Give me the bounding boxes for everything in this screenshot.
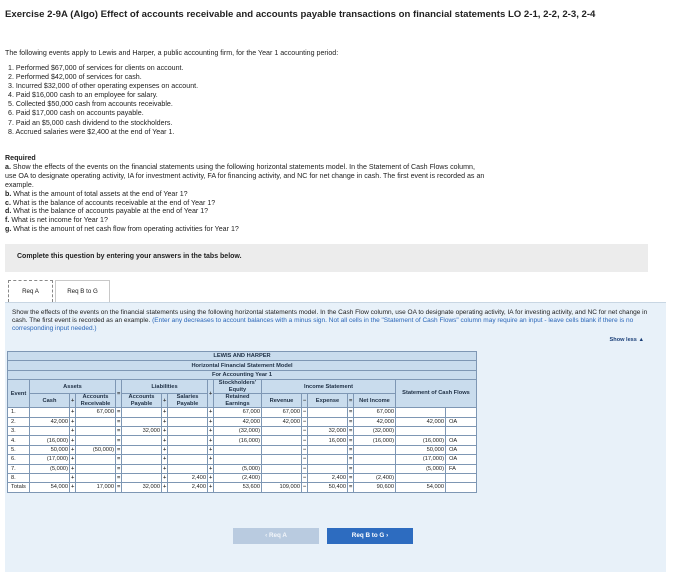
minus-sign: − bbox=[303, 446, 307, 453]
req-f-text: What is net income for Year 1? bbox=[11, 216, 108, 225]
equals-sign: = bbox=[117, 437, 121, 444]
cashflow-type-cell[interactable] bbox=[446, 473, 477, 482]
exp-cell[interactable] bbox=[308, 445, 348, 454]
plus-sign: + bbox=[209, 446, 213, 453]
equals-sign: = bbox=[117, 484, 121, 491]
plus-sign: + bbox=[163, 456, 167, 463]
cashflow-cell[interactable]: (17,000) bbox=[396, 455, 446, 464]
exp-cell[interactable] bbox=[308, 464, 348, 473]
exp-cell[interactable] bbox=[308, 408, 348, 417]
equals-sign: = bbox=[349, 428, 353, 435]
cash-cell[interactable]: 54,000 bbox=[30, 483, 70, 492]
plus-sign: + bbox=[71, 484, 75, 491]
plus-sign: + bbox=[209, 409, 213, 416]
req-b-text: What is the amount of total assets at the end of Year 1? bbox=[13, 189, 188, 198]
ni-cell[interactable]: (2,400) bbox=[354, 473, 396, 482]
req-c-text: What is the balance of accounts receivable at the end of Year 1? bbox=[12, 198, 216, 207]
equals-sign: = bbox=[348, 394, 354, 408]
horizontal-model-table bbox=[7, 351, 477, 493]
exp-cell[interactable] bbox=[308, 455, 348, 464]
cashflow-type-cell[interactable]: OA bbox=[446, 417, 477, 426]
assets-header: Assets bbox=[30, 380, 116, 394]
sp-cell[interactable] bbox=[168, 408, 208, 417]
next-tab-button[interactable]: Req B to G › bbox=[327, 528, 413, 544]
plus-sign: + bbox=[163, 418, 167, 425]
events-list bbox=[8, 64, 198, 137]
re-col-header: Retained Earnings bbox=[214, 394, 262, 408]
ar-cell[interactable]: (50,000) bbox=[76, 445, 116, 454]
ar-cell[interactable] bbox=[76, 455, 116, 464]
cashflow-cell[interactable] bbox=[396, 426, 446, 435]
ar-col-header: Accounts Receivable bbox=[76, 394, 116, 408]
sp-cell[interactable] bbox=[168, 464, 208, 473]
plus-sign: + bbox=[70, 394, 76, 408]
exp-cell[interactable]: 50,400 bbox=[308, 483, 348, 492]
req-a-label: a. bbox=[5, 162, 11, 171]
event-header: Event bbox=[8, 380, 30, 408]
ni-cell[interactable] bbox=[354, 455, 396, 464]
plus-sign: + bbox=[71, 437, 75, 444]
plus-sign: + bbox=[71, 446, 75, 453]
minus-sign: − bbox=[303, 484, 307, 491]
event-label: 7. bbox=[8, 464, 30, 473]
cashflow-cell[interactable]: 50,000 bbox=[396, 445, 446, 454]
ap-cell[interactable] bbox=[122, 445, 162, 454]
event-label: Totals bbox=[8, 483, 30, 492]
plus-sign: + bbox=[162, 394, 168, 408]
minus-sign: − bbox=[303, 456, 307, 463]
ni-cell[interactable] bbox=[354, 445, 396, 454]
ar-cell[interactable] bbox=[76, 473, 116, 482]
ar-cell[interactable]: 17,000 bbox=[76, 483, 116, 492]
equals-sign: = bbox=[349, 484, 353, 491]
equals-sign: = bbox=[117, 446, 121, 453]
req-b-label: b. bbox=[5, 189, 12, 198]
plus-sign: + bbox=[71, 456, 75, 463]
horizontal-model-table-wrap bbox=[7, 351, 476, 493]
question-panel bbox=[5, 302, 666, 572]
liabilities-header: Liabilities bbox=[122, 380, 208, 394]
plus-sign: + bbox=[163, 409, 167, 416]
ap-col-header: Accounts Payable bbox=[122, 394, 162, 408]
rev-cell[interactable] bbox=[262, 455, 302, 464]
equals-sign: = bbox=[349, 437, 353, 444]
required-heading: Required bbox=[5, 154, 36, 162]
rev-cell[interactable] bbox=[262, 445, 302, 454]
table-row bbox=[8, 426, 477, 435]
period-label: For Accounting Year 1 bbox=[8, 370, 477, 379]
cashflow-type-cell[interactable]: FA bbox=[446, 464, 477, 473]
ni-cell[interactable]: 42,000 bbox=[354, 417, 396, 426]
cash-cell[interactable]: 42,000 bbox=[30, 417, 70, 426]
sp-col-header: Salaries Payable bbox=[168, 394, 208, 408]
cashflow-cell[interactable]: 42,000 bbox=[396, 417, 446, 426]
plus-sign: + bbox=[163, 437, 167, 444]
ap-cell[interactable] bbox=[122, 455, 162, 464]
ar-cell[interactable] bbox=[76, 436, 116, 445]
table-row bbox=[8, 417, 477, 426]
cashflow-type-cell[interactable] bbox=[446, 408, 477, 417]
table-row bbox=[8, 483, 477, 492]
cashflow-type-cell[interactable] bbox=[446, 483, 477, 492]
equals-sign: = bbox=[349, 456, 353, 463]
plus-sign: + bbox=[163, 428, 167, 435]
exp-cell[interactable]: 32,000 bbox=[308, 426, 348, 435]
exp-cell[interactable]: 2,400 bbox=[308, 473, 348, 482]
minus-sign: − bbox=[303, 465, 307, 472]
sp-cell[interactable]: 2,400 bbox=[168, 473, 208, 482]
minus-sign: − bbox=[303, 418, 307, 425]
req-f-label: f. bbox=[5, 216, 10, 225]
ni-cell[interactable]: (32,000) bbox=[354, 426, 396, 435]
rev-cell[interactable]: 109,000 bbox=[262, 483, 302, 492]
ap-cell[interactable]: 32,000 bbox=[122, 426, 162, 435]
event-label: 6. bbox=[8, 455, 30, 464]
minus-sign: − bbox=[302, 394, 308, 408]
equals-sign: = bbox=[349, 418, 353, 425]
cashflow-cell[interactable] bbox=[396, 408, 446, 417]
plus-sign: + bbox=[209, 484, 213, 491]
plus-sign: + bbox=[209, 465, 213, 472]
event-item: 3. Incurred $32,000 of other operating expenses on account. bbox=[8, 82, 199, 91]
req-g-text: What is the amount of net cash flow from operating activities for Year 1? bbox=[13, 225, 239, 234]
rev-cell[interactable]: 67,000 bbox=[262, 408, 302, 417]
plus-sign: + bbox=[208, 380, 214, 408]
cash-cell[interactable] bbox=[30, 426, 70, 435]
tab-req-a[interactable]: Req A bbox=[8, 280, 53, 302]
cashflow-type-cell[interactable]: OA bbox=[446, 436, 477, 445]
ap-cell[interactable] bbox=[122, 436, 162, 445]
ni-cell[interactable] bbox=[354, 464, 396, 473]
sp-cell[interactable] bbox=[168, 436, 208, 445]
sp-cell[interactable] bbox=[168, 426, 208, 435]
plus-sign: + bbox=[209, 428, 213, 435]
cashflow-type-cell[interactable] bbox=[446, 426, 477, 435]
re-cell[interactable]: (2,400) bbox=[214, 473, 262, 482]
rev-cell[interactable] bbox=[262, 426, 302, 435]
ar-cell[interactable] bbox=[76, 417, 116, 426]
equals-sign: = bbox=[117, 465, 121, 472]
plus-sign: + bbox=[163, 446, 167, 453]
ap-cell[interactable] bbox=[122, 464, 162, 473]
table-row bbox=[8, 473, 477, 482]
table-row bbox=[8, 464, 477, 473]
ni-cell[interactable]: 67,000 bbox=[354, 408, 396, 417]
income-header: Income Statement bbox=[262, 380, 396, 394]
cashflow-cell[interactable]: (16,000) bbox=[396, 436, 446, 445]
req-c-label: c. bbox=[5, 198, 11, 207]
cash-cell[interactable]: (5,000) bbox=[30, 464, 70, 473]
re-cell[interactable]: (16,000) bbox=[214, 436, 262, 445]
equals-sign: = bbox=[349, 465, 353, 472]
equals-sign: = bbox=[117, 409, 121, 416]
minus-sign: − bbox=[303, 475, 307, 482]
ar-cell[interactable]: 67,000 bbox=[76, 408, 116, 417]
exp-cell[interactable]: 16,000 bbox=[308, 436, 348, 445]
table-row bbox=[8, 455, 477, 464]
re-cell[interactable] bbox=[214, 455, 262, 464]
cash-cell[interactable] bbox=[30, 408, 70, 417]
event-label: 2. bbox=[8, 417, 30, 426]
event-label: 1. bbox=[8, 408, 30, 417]
exp-cell[interactable] bbox=[308, 417, 348, 426]
instructions-main: Show the effects of the events on the financial statements using the following horizontal statements model. In the Cash Flow column, use OA to designate operating activity, IA for investing activity, and NC for net change in cash. The first event is recorded as an example. bbox=[12, 309, 648, 325]
event-item: 6. Paid $17,000 cash on accounts payable. bbox=[8, 109, 144, 118]
cashflow-cell[interactable]: 54,000 bbox=[396, 483, 446, 492]
cash-cell[interactable]: 50,000 bbox=[30, 445, 70, 454]
ni-col-header: Net Income bbox=[354, 394, 396, 408]
company-name: LEWIS AND HARPER bbox=[8, 352, 477, 361]
ap-cell[interactable] bbox=[122, 473, 162, 482]
exercise-title: Exercise 2-9A (Algo) Effect of accounts receivable and accounts payable transactions on financial statements LO 2-1, 2-2, 2-3, 2-4 bbox=[5, 9, 596, 20]
sp-cell[interactable] bbox=[168, 455, 208, 464]
cash-cell[interactable]: (17,000) bbox=[30, 455, 70, 464]
plus-sign: + bbox=[163, 475, 167, 482]
plus-sign: + bbox=[209, 418, 213, 425]
rev-cell[interactable] bbox=[262, 436, 302, 445]
equity-header: Stockholders' Equity bbox=[214, 380, 262, 394]
ap-cell[interactable] bbox=[122, 408, 162, 417]
plus-sign: + bbox=[209, 456, 213, 463]
plus-sign: + bbox=[71, 475, 75, 482]
plus-sign: + bbox=[71, 409, 75, 416]
tab-req-b-to-g[interactable]: Req B to G bbox=[55, 280, 110, 302]
equals-sign: = bbox=[117, 418, 121, 425]
event-item: 1. Performed $67,000 of services for clients on account. bbox=[8, 64, 184, 72]
rev-cell[interactable] bbox=[262, 464, 302, 473]
model-name: Horizontal Financial Statement Model bbox=[8, 361, 477, 370]
event-label: 5. bbox=[8, 445, 30, 454]
ap-cell[interactable]: 32,000 bbox=[122, 483, 162, 492]
re-cell[interactable]: 67,000 bbox=[214, 408, 262, 417]
cashflows-header: Statement of Cash Flows bbox=[396, 380, 477, 408]
cashflow-cell[interactable]: (5,000) bbox=[396, 464, 446, 473]
rev-cell[interactable]: 42,000 bbox=[262, 417, 302, 426]
instructions bbox=[12, 309, 657, 334]
equals-sign: = bbox=[117, 428, 121, 435]
event-item: 8. Accrued salaries were $2,400 at the end of Year 1. bbox=[8, 127, 175, 136]
complete-banner: Complete this question by entering your answers in the tabs below. bbox=[5, 244, 648, 272]
equals-sign: = bbox=[349, 409, 353, 416]
re-cell[interactable]: 42,000 bbox=[214, 417, 262, 426]
event-item: 5. Collected $50,000 cash from accounts receivable. bbox=[8, 100, 173, 109]
req-g-label: g. bbox=[5, 225, 12, 234]
re-cell[interactable]: (32,000) bbox=[214, 426, 262, 435]
cash-cell[interactable] bbox=[30, 473, 70, 482]
req-a-text: Show the effects of the events on the financial statements using the following horizontal statements model. In the Statement of Cash Flows column, use OA to designate operating activity, IA for investment activity, FA for financing activity, and NC for net change in cash. The first event is recorded as an example. bbox=[5, 162, 485, 189]
equals-sign: = bbox=[117, 456, 121, 463]
minus-sign: − bbox=[303, 428, 307, 435]
re-cell[interactable] bbox=[214, 445, 262, 454]
event-item: 2. Performed $42,000 of services for cash. bbox=[8, 73, 142, 82]
show-less-link[interactable]: Show less ▲ bbox=[609, 337, 644, 343]
instructions-hint: (Enter any decreases to account balances with a minus sign. Not all cells in the "Statement of Cash Flows" column may require an input - leave cells blank if there is no corresponding input needed.) bbox=[12, 317, 634, 333]
cashflow-type-cell[interactable]: OA bbox=[446, 445, 477, 454]
exp-col-header: Expense bbox=[308, 394, 348, 408]
event-item: 7. Paid an $5,000 cash dividend to the stockholders. bbox=[8, 118, 173, 127]
required-section bbox=[5, 154, 485, 234]
event-label: 4. bbox=[8, 436, 30, 445]
re-cell[interactable]: 53,600 bbox=[214, 483, 262, 492]
ap-cell[interactable] bbox=[122, 417, 162, 426]
plus-sign: + bbox=[71, 428, 75, 435]
req-d-label: d. bbox=[5, 207, 12, 216]
event-label: 8. bbox=[8, 473, 30, 482]
intro-text: The following events apply to Lewis and Harper, a public accounting firm, for the Year 1 accounting period: bbox=[5, 49, 339, 57]
ar-cell[interactable] bbox=[76, 464, 116, 473]
minus-sign: − bbox=[303, 409, 307, 416]
req-d-text: What is the balance of accounts payable at the end of Year 1? bbox=[13, 207, 209, 216]
sp-cell[interactable] bbox=[168, 417, 208, 426]
ni-cell[interactable]: 90,600 bbox=[354, 483, 396, 492]
equals-sign: = bbox=[117, 475, 121, 482]
prev-tab-button[interactable]: ‹ Req A bbox=[233, 528, 319, 544]
sp-cell[interactable] bbox=[168, 445, 208, 454]
re-cell[interactable]: (5,000) bbox=[214, 464, 262, 473]
equals-sign: = bbox=[349, 446, 353, 453]
table-row bbox=[8, 408, 477, 417]
event-item: 4. Paid $16,000 cash to an employee for salary. bbox=[8, 91, 158, 100]
cash-cell[interactable]: (16,000) bbox=[30, 436, 70, 445]
event-label: 3. bbox=[8, 426, 30, 435]
ni-cell[interactable]: (16,000) bbox=[354, 436, 396, 445]
plus-sign: + bbox=[163, 465, 167, 472]
rev-cell[interactable] bbox=[262, 473, 302, 482]
ar-cell[interactable] bbox=[76, 426, 116, 435]
equals-sign: = bbox=[116, 380, 122, 408]
rev-col-header: Revenue bbox=[262, 394, 302, 408]
plus-sign: + bbox=[209, 437, 213, 444]
cashflow-cell[interactable] bbox=[396, 473, 446, 482]
table-row bbox=[8, 445, 477, 454]
plus-sign: + bbox=[209, 475, 213, 482]
sp-cell[interactable]: 2,400 bbox=[168, 483, 208, 492]
equals-sign: = bbox=[349, 475, 353, 482]
cashflow-type-cell[interactable]: OA bbox=[446, 455, 477, 464]
minus-sign: − bbox=[303, 437, 307, 444]
plus-sign: + bbox=[163, 484, 167, 491]
cash-col-header: Cash bbox=[30, 394, 70, 408]
table-row bbox=[8, 436, 477, 445]
plus-sign: + bbox=[71, 418, 75, 425]
plus-sign: + bbox=[71, 465, 75, 472]
